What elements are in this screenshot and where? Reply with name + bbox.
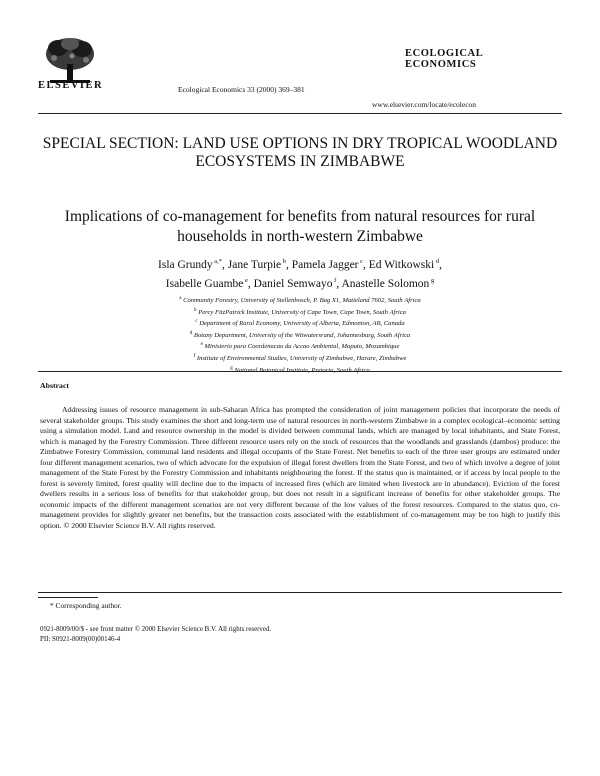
affiliation-text: Institute of Environmental Studies, University of Zimbabwe, Harare, Zimbabwe [195,354,407,362]
affiliation-text: National Botanical Institute, Pretoria, South Africa [232,366,370,374]
abstract-body: Addressing issues of resource management in sub-Saharan Africa has prompted the consideration of joint management policies that incorporate the needs of several stakeholder groups. This study examines the short and long-term use of natural resources in north-western Zimbabwe in a complex ecological–economic setting using a simulation model. Land and resource ownership in the model is divided between communal lands, which are managed by local inhabitants, and State Forest, which is managed by the Forestry Commission. Three different resource users rely on the stock of resources that the woodlands and grasslands (dambos) produce: the Zimbabwe Forestry Commission, communal land residents and illegal occupants of the State Forest. Net benefits to each of the three user groups are estimated under four different management scenarios, two of which advocate for the expulsion of illegal forest dwellers from the State Forest, and two of which involve a degree of joint management of the State Forest by the Forestry Commission and inhabitants neighbouring the forest. If the status quo is maintained, or if access by local people to the forest is severely limited, forest quality will decline due to the impacts of increased fires (which are limited when livestock are in abundance). Eviction of the forest dwellers results in a serious loss of benefits for that stakeholder group, but does not result in a significant increase of benefits for other stakeholder groups. The economic impacts of the different management scenarios are not very different because of the low values of the forest resources. Compared to the status quo, co-management provides for slightly greater net benefits, but the transaction costs associated with the establishment of co-management may be too high to justify this option. © 2000 Elsevier Science B.V. All rights reserved. [40,405,560,531]
section-title: SPECIAL SECTION: LAND USE OPTIONS IN DRY TROPICAL WOODLAND ECOSYSTEMS IN ZIMBABWE [42,135,558,170]
paper-title: Implications of co-management for benefits from natural resources for rural households in north-western Zimbabwe [64,208,536,245]
author-affiliation-mark: e [243,277,248,284]
author-name: Ed Witkowski [368,259,435,271]
affiliation-mark: c [195,319,198,325]
author-affiliation-mark: g [429,277,435,284]
affiliation-text: Department of Rural Economy, University of Alberta, Edmonton, AB, Canada [197,320,405,328]
abstract-heading: Abstract [40,381,70,390]
author-name: Isabelle Guambe [165,278,244,290]
author-affiliation-mark: f [332,277,337,284]
author-name: Jane Turpie [227,259,282,271]
header-divider [38,113,562,114]
affiliation-text: Percy FitzPatrick Institute, University of Cape Town, Cape Town, South Africa [196,308,406,316]
author-name: Isla Grundy [158,259,213,271]
author-affiliation-mark: d [434,258,440,265]
abstract-top-divider [38,371,562,372]
affiliation-mark: e [200,342,203,348]
affiliation-item [40,294,560,306]
abstract-bottom-divider [38,592,562,593]
affiliation-text: Ministerio para Coordenacao da Accao Ambiental, Maputo, Mozambique [202,343,400,351]
author-list: Isla Grundy $^{a,*}$, Jane Turpie $^b$, Pamela Jagger $^c$, Ed Witkowski $^d$, Isabelle Guambe $^e$, Daniel Semwayo $^f$, Anastelle Solomon $^g$ [158,258,442,290]
affiliation-mark: b [194,307,197,313]
affiliation-item [40,340,560,352]
affiliation-item [40,329,560,341]
issn-line: 0921-8009/00/$ - see front matter © 2000 Elsevier Science B.V. All rights reserved. [40,626,272,633]
affiliation-list [40,294,560,375]
affiliation-mark: d [189,330,193,336]
journal-title [405,48,483,70]
corresponding-author-footnote: * Corresponding author. [50,601,122,610]
affiliation-item [40,352,560,364]
front-matter-info [40,625,271,645]
footnote-divider [38,597,98,598]
affiliation-mark: g [230,365,233,371]
affiliation-text: Community Forestry, University of Stellenbosch, P. Bag X1, Matieland 7602, South Africa [181,297,421,304]
affiliation-text: Botany Department, University of the Witwatersrand, Johannesburg, South Africa [192,331,411,339]
author-affiliation-mark: b [281,258,287,265]
affiliation-item [40,306,560,318]
author-name: Daniel Semwayo [253,278,333,290]
journal-url[interactable]: www.elsevier.com/locate/ecolecon [372,100,477,109]
journal-title-line2: ECONOMICS [405,59,477,70]
affiliation-mark: f [193,353,196,359]
publisher-logo-text: ELSEVIER [38,80,104,91]
author-name: Pamela Jagger [291,259,359,271]
journal-citation: Ecological Economics 33 (2000) 369–381 [178,85,305,94]
pii-line: PII: S0921-8009(00)00146-4 [40,636,121,643]
author-affiliation-mark: a,* [212,258,223,265]
affiliation-mark: a [179,296,182,301]
affiliation-item [40,317,560,329]
affiliation-item [40,364,560,376]
author-affiliation-mark: c [358,258,364,265]
journal-title-line1: ECOLOGICAL [405,48,484,59]
author-name: Anastelle Solomon [341,278,430,290]
